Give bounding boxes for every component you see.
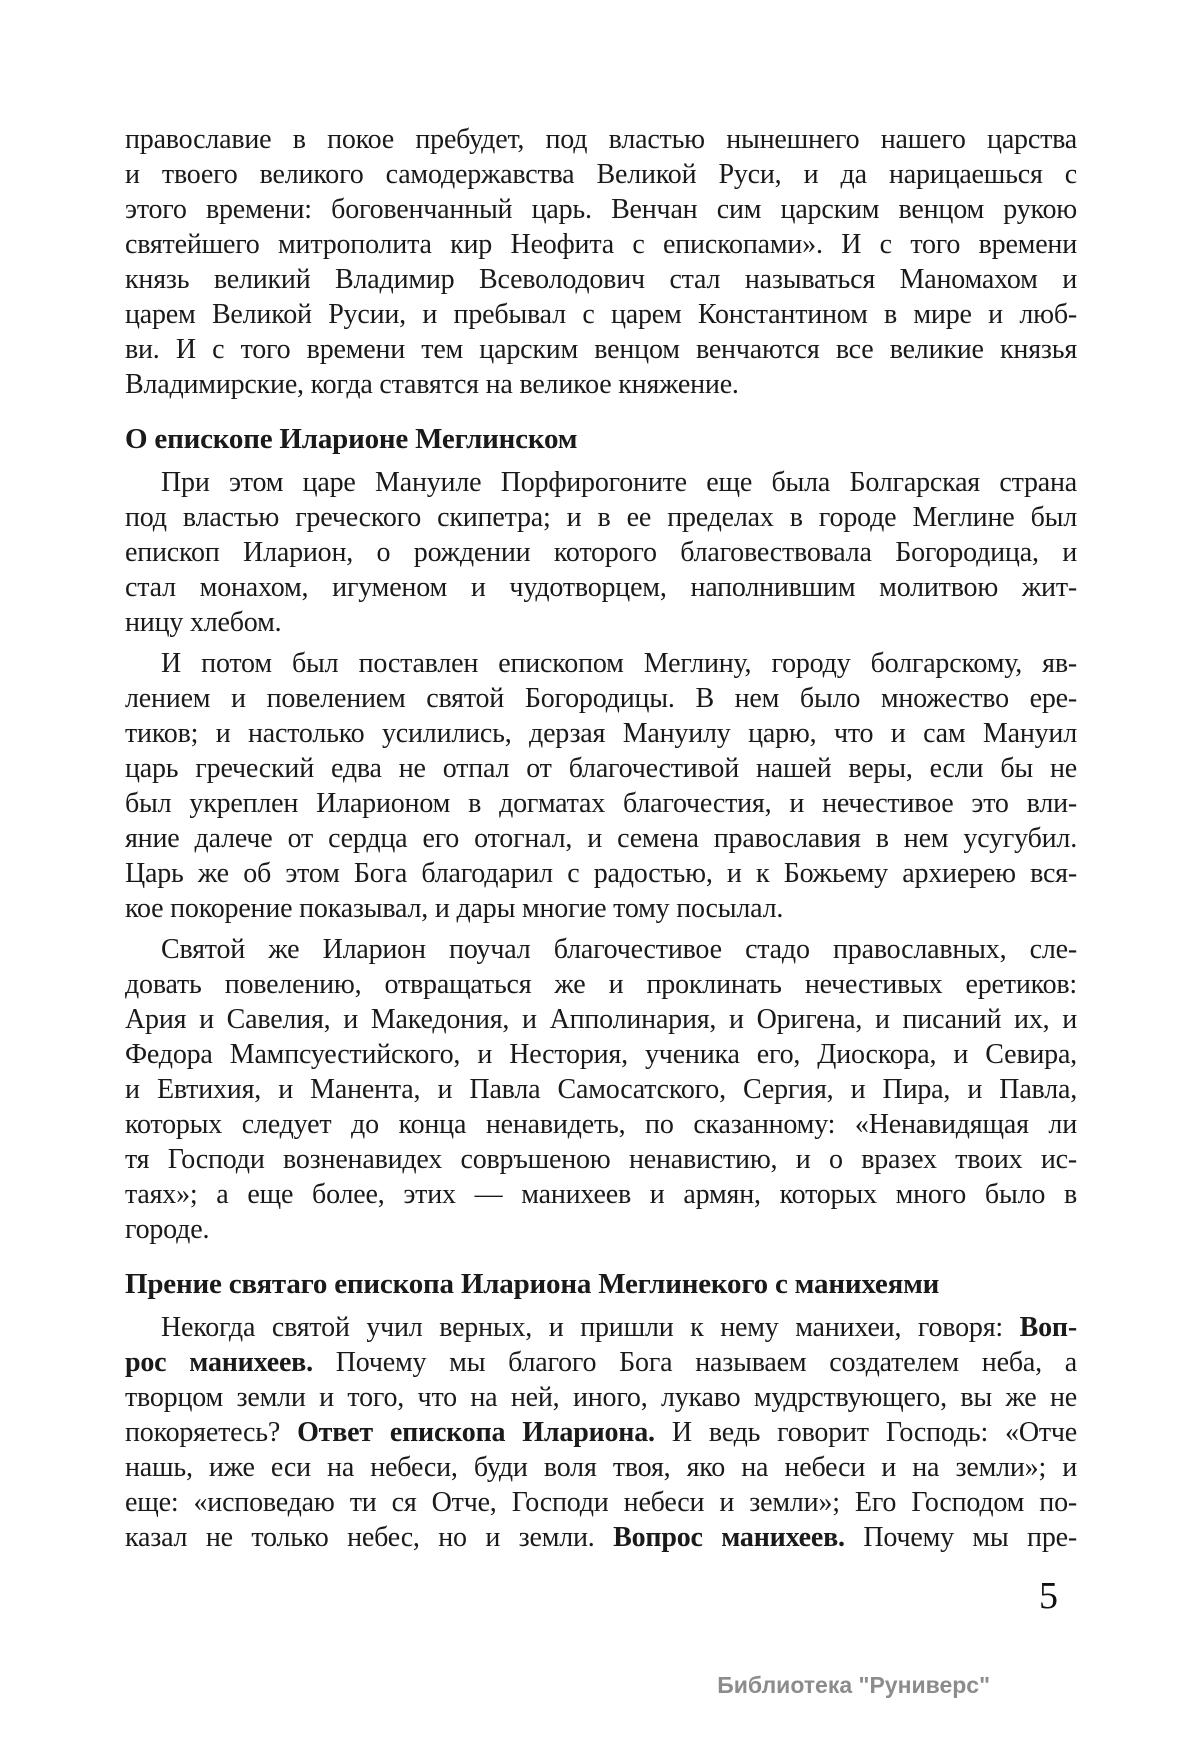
text-line — [125, 465, 1077, 500]
text-run: творцом земли и того, что на ней, иного, лукаво мудрствующего, вы же не — [125, 1382, 1077, 1413]
text-line — [125, 1520, 1077, 1555]
text-line — [125, 1142, 1077, 1177]
text-run: Ария и Савелия, и Македония, и Апполинария, и Оригена, и писаний их, и — [125, 1004, 1077, 1035]
text-line — [125, 681, 1077, 716]
text-line — [125, 967, 1077, 1002]
text-run: Почему мы благого Бога называем создателем неба, а — [312, 1347, 1077, 1378]
text-line — [125, 122, 1077, 157]
text-line — [125, 1380, 1077, 1415]
text-run: князь великий Владимир Всеволодович стал называться Маномахом и — [125, 264, 1077, 295]
text-run: стал монахом, игуменом и чудотворцем, наполнившим молитвою жит- — [125, 572, 1077, 603]
text-line — [125, 297, 1077, 332]
text-line — [125, 751, 1077, 786]
text-run: святейшего митрополита кир Неофита с епископами». И с того времени — [125, 229, 1077, 260]
text-line — [125, 367, 1077, 402]
text-run: И ведь говорит Господь: «Отче — [654, 1417, 1078, 1448]
text-run: лением и повелением святой Богородицы. В нем было множество ере- — [125, 683, 1077, 714]
text-line — [125, 1415, 1077, 1450]
text-run: этого времени: боговенчанный царь. Венчан сим царским венцом рукою — [125, 194, 1077, 225]
text-run: И потом был поставлен епископом Меглину, городу болгарскому, яв- — [161, 648, 1077, 679]
text-line — [125, 1212, 1077, 1247]
text-line — [125, 157, 1077, 192]
text-line — [125, 1002, 1077, 1037]
section-heading: Прение святаго епископа Илариона Меглинекого с манихеями — [125, 1268, 940, 1300]
text-run: и Евтихия, и Манента, и Павла Самосатского, Сергия, и Пира, и Павла, — [125, 1074, 1077, 1105]
text-run: тя Господи возненавидех совръшеною ненавистию, и о вразех твоих ис- — [125, 1144, 1077, 1175]
text-run: был укреплен Иларионом в догматах благочестия, и нечестивое это вли- — [125, 788, 1077, 819]
text-line — [125, 646, 1077, 681]
text-line — [125, 500, 1077, 535]
text-run: Царь же об этом Бога благодарил с радостью, и к Божьему архиерею вся- — [125, 858, 1077, 889]
text-line — [125, 716, 1077, 751]
text-line — [125, 1485, 1077, 1520]
page-number: 5 — [1039, 1575, 1058, 1617]
text-line — [125, 1345, 1077, 1380]
text-run: еще: «исповедаю ти ся Отче, Господи небеси и земли»; Его Господом по- — [125, 1487, 1077, 1518]
bold-run: Вопрос манихеев. — [613, 1522, 845, 1553]
text-line — [125, 535, 1077, 570]
text-line — [125, 1037, 1077, 1072]
text-line — [125, 570, 1077, 605]
bold-run: рос манихеев. — [125, 1347, 313, 1378]
text-run: православие в покое пребудет, под властью нынешнего нашего царства — [125, 124, 1077, 155]
text-run: казал не только небес, но и земли. — [125, 1522, 614, 1553]
text-run: и твоего великого самодержавства Великой Руси, и да нарицаешься с — [125, 159, 1077, 190]
text-run: тиков; и настолько усилились, дерзая Мануилу царю, что и сам Мануил — [125, 718, 1077, 749]
text-run: При этом царе Мануиле Порфирогоните еще была Болгарская страна — [161, 467, 1077, 498]
text-line — [125, 192, 1077, 227]
text-run: ницу хлебом. — [125, 607, 282, 638]
text-line — [125, 1310, 1077, 1345]
text-run: епископ Иларион, о рождении которого благовествовала Богородица, и — [125, 537, 1077, 568]
text-run: царь греческий едва не отпал от благочестивой нашей веры, если бы не — [125, 753, 1077, 784]
text-run: Некогда святой учил верных, и пришли к нему манихеи, говоря: — [161, 1312, 1020, 1343]
text-line — [125, 932, 1077, 967]
text-run: кое покорение показывал, и дары многие тому посылал. — [125, 893, 784, 924]
text-line — [125, 605, 1077, 640]
paragraph — [125, 122, 1077, 402]
text-run: царем Великой Русии, и пребывал с царем Константином в мире и люб- — [125, 299, 1077, 330]
text-run: Владимирские, когда ставятся на великое княжение. — [125, 369, 739, 400]
paragraph — [125, 932, 1077, 1247]
text-run: покоряетесь? — [125, 1417, 298, 1448]
text-run: городе. — [125, 1214, 210, 1245]
text-run: ви. И с того времени тем царским венцом венчаются все великие князья — [125, 334, 1077, 365]
text-run: под властью греческого скипетра; и в ее пределах в городе Меглине был — [125, 502, 1077, 533]
section-heading: О епископе Иларионе Меглинском — [125, 423, 578, 455]
paragraph — [125, 1310, 1077, 1555]
text-line — [125, 1107, 1077, 1142]
bold-run: Воп- — [1019, 1312, 1077, 1343]
paragraph — [125, 465, 1077, 640]
text-run: Почему мы пре- — [844, 1522, 1077, 1553]
bold-run: Ответ епископа Илариона. — [297, 1417, 655, 1448]
text-line — [125, 332, 1077, 367]
library-watermark: Библиотека "Руниверс" — [717, 1672, 990, 1698]
text-line — [125, 856, 1077, 891]
text-run: которых следует до конца ненавидеть, по сказанному: «Ненавидящая ли — [125, 1109, 1077, 1140]
text-line — [125, 786, 1077, 821]
text-run: Федора Мампсуестийского, и Нестория, ученика его, Диоскора, и Севира, — [125, 1039, 1077, 1070]
text-run: нашь, иже еси на небеси, буди воля твоя, яко на небеси и на земли»; и — [125, 1452, 1077, 1483]
text-line — [125, 227, 1077, 262]
text-line — [125, 262, 1077, 297]
paragraph — [125, 646, 1077, 926]
text-line — [125, 821, 1077, 856]
text-line — [125, 1177, 1077, 1212]
text-line — [125, 891, 1077, 926]
text-run: Святой же Иларион поучал благочестивое стадо православных, сле- — [161, 934, 1077, 965]
text-line — [125, 1072, 1077, 1107]
text-line — [125, 1450, 1077, 1485]
text-column — [125, 122, 1077, 1561]
text-run: довать повелению, отвращаться же и проклинать нечестивых еретиков: — [125, 969, 1077, 1000]
text-run: яние далече от сердца его отогнал, и семена православия в нем усугубил. — [125, 823, 1077, 854]
text-run: таях»; а еще более, этих — манихеев и армян, которых много было в — [125, 1179, 1077, 1210]
